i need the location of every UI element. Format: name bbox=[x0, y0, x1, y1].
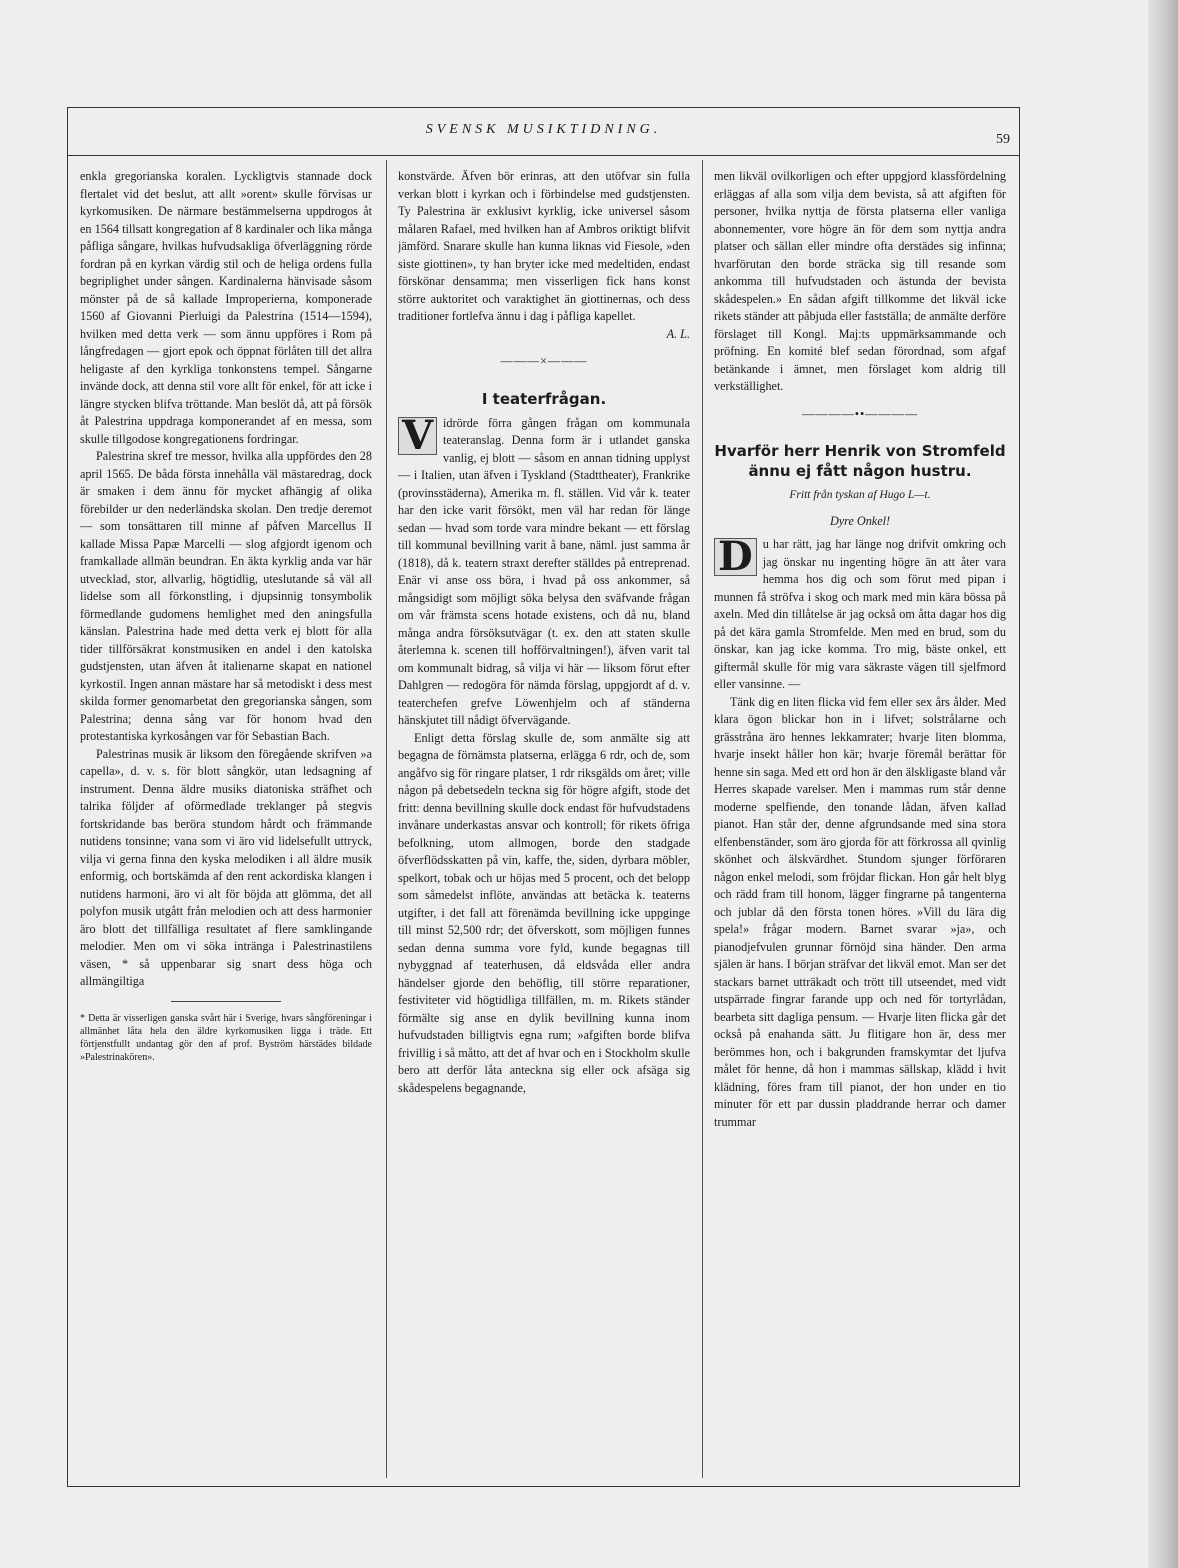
column-divider-1 bbox=[386, 160, 387, 1478]
footnote: * Detta är visserligen ganska svårt här i Sverige, hvars sångföreningar i allmänhet låta hela den äldre kyrkomusiken ligga i träde. Ett förtjenstfullt undantag gör den af prof. Byström härstädes bildade »Palestrinakören». bbox=[80, 1012, 372, 1063]
page-edge bbox=[1148, 0, 1178, 1568]
column-2 bbox=[398, 168, 690, 1478]
page-number: 59 bbox=[996, 132, 1010, 147]
journal-title: SVENSK MUSIKTIDNING. bbox=[425, 122, 662, 137]
col3-paragraph-3: Tänk dig en liten flicka vid fem eller sex års ålder. Med klara ögon blickar hon in i lifvet; solstrålarne och grässtråna äro hennes lekkamrater; hvarje liten blomma, hvarje insekt håller hon kär; hvarje föremål berättar för henne sin saga. Med ett ord hon är den älskligaste bland vår Herres skapade varelser. Men i mammas rum står denne moderne spelfiende, den tonande lådan, äfven kallad pianot. Han står der, denne afgrundsande med sina stora elfenbenständer, som äro gjorda för att förkrossa all qvinlig skönhet och älskvärdhet. Stundom sjunger förföraren någon enkel melodi, som fröjdar flickan. Hon går helt blyg och rädd fram till honom, lägger fingrarne på tangenterna och jublar då den första tonen höres. »Vill du lära dig spela!» frågar modern. Barnet svarar »ja», och pianodjefvulen grunnar förnöjd sina händer. Den arma själen är hans. I början sträfvar det likväl emot. Man ser det stackars barnet utträkadt och trött till utseendet, med vidt utspärrade fingrar farande upp och ned för tortyrlådan, bearbeta sitt dagliga pensum. — Hvarje liten flicka går det också på enahanda sätt. Ju flitigare hon är, dess mer berömmes hon, och i bakgrunden framskymtar det ljufva målet för henne, då hon i mammas sällskap, klädd i hvit klädning, föres fram till pianot, der hon under en tio minuter för ett par dussin pladdrande herrar och damer trummar bbox=[714, 694, 1006, 1129]
col1-paragraph-1: enkla gregorianska koralen. Lyckligtvis stannade dock flertalet vid det beslut, att allt »orent» skulle förvisas ur kyrkomusiken. De närmare bestämmelserna uppdrogos åt en 1564 tillsatt kongregation af 8 kardinaler och lika många påfliga sångare, hvilkas hufvudsakliga öfverläggning rörde fordran på en kyrkan värdig stil och de heliga ordens fulla begriplighet under sången. Kardinalerna hänvisade såsom mönster på de så kallade Improperierna, komponerade 1560 af Giovanni Pierluigi da Palestrina (1514—1594), hvilken med detta verk — som ännu uppföres i Rom på långfredagen — gjort epok och öppnat förlåten till det allra heligaste af den kyrkliga tonkonstens tempel. Sångarne invände dock, att denna stil vore allt för enkel, för att icke i längre stycken blifva tröttande. Man beslöt då, att på försök åt Palestrina uppdraga komponerandet af en messa, som skulle tillgodose kongregationens fordringar. bbox=[80, 169, 372, 446]
footnote-rule bbox=[171, 1001, 281, 1002]
col3-paragraph-1: men likväl ovilkorligen och efter uppgjord klassfördelning erläggas af alla som vilja dem bevista, så att afgiften för personer, hvilka nyttja de första platserna eller vanliga abonnementer, vore högre än för dem som nyttja andra platser och sällan eller mindre ofta derstädes sig infinna; hvarförutan den borde sträcka sig till resande som ankomma till hufvudstaden och ästunda der bevista skådespelen.» En sådan afgift tillkomme det likväl icke rikets ständer att påbjuda eller fastställa; de anmälte derföre förslaget till Kongl. Maj:ts uppmärksammande och pröfning. En komité blef sedan förordnad, som afgaf betänkande i ämnet, men förslaget kom aldrig till verkställighet. bbox=[714, 169, 1006, 393]
col2-paragraph-3: Enligt detta förslag skulle de, som anmälte sig att begagna de förnämsta platserna, erlägga 6 rdr, och de, som angåfvo sig för ringare platser, 1 rdr riksgälds om året; ville någon på debetsedeln teckna sig för högre afgift, stode det fritt: denna bevillning skulle dock endast för hufvudstadens invånare underkastas ansvar och kontroll; för rikets öfriga befolkning, utom allmogen, borde den stadgade öfverflödsskatten på vin, kaffe, the, siden, dyrbara möbler, spelkort, tobak och ur höjas med 5 procent, och det belopp som såmedelst inflöte, användas att betäcka k. teaterns utgifter, i det fall att förenämda bevillning icke uppginge till minst 52,500 rdr; det öfverskott, som möjligen funnes sedan denna summa vore fyld, kunde begagnas till nybyggnad af teaterhusen, då eldsvåda eller andra händelser gjorde den behöflig, till större reparationer, festiviteter vid högtidliga tillfällen, m. m. Rikets ständer förmälte sig anse en dylik bevillning kunna inom hufvudstaden billigtvis egna rum; »afgiften borde blifva frivillig i så måtto, att det af hvar och en i Stockholm skulle bero att derför låta anteckna sig eller ock afsäga sig skådespelens begagnande, bbox=[398, 730, 690, 1095]
col2-paragraph-1: konstvärde. Äfven bör erinras, att den utöfvar sin fulla verkan blott i kyrkan och i förbindelse med gudstjensten. Ty Palestrina är exklusivt kyrklig, icke universel såsom målaren Rafael, med hvilken han af Ambros oriktigt blifvit jämförd. Snarare skulle han kunna liknas vid Fiesole, »den siste giottinen», ty han bryter icke med medeltiden, endast förskönar densamma; men visserligen fick hans konst större auktoritet och varaktighet än giottinernas, och dess traditioner fortlefva ännu i dag i påfliga kapellet. bbox=[398, 169, 690, 323]
section-separator: ————••———— bbox=[801, 406, 919, 421]
section-title-teaterfragan: I teaterfrågan. bbox=[481, 389, 607, 408]
col2-paragraph-2 bbox=[398, 411, 690, 730]
translator-credit: Fritt från tyskan af Hugo L—t. bbox=[789, 489, 931, 501]
col1-paragraph-2: Palestrina skref tre messor, hvilka alla uppfördes den 28 april 1565. De båda första innehålla väl mästaredrag, dock är smaken i dem ännu för mycket afhängig af olika förebilder ur den nederländska skolan. Den tredje deremot — som tonsättaren till minne af påfven Marcellus II kallade Missa Papæ Marcelli — slog afgjordt igenom och framkallade allmän beundran. En äkta kyrklig anda var här utvecklad, stor, allvarlig, högtidlig, uteslutande så väl all lidelse som all förkonstling, i djupsinnig tonsymbolik förmedlande gudomens hemlighet med den aningsfulla känslan. Palestrina hade med detta verk ej blott för alla tider tillförsäkrat konstmusiken en andel i den katolska gudstjensten, utan äfven åt italienarne skapat en nationel kyrkostil. Ingen annan mästare har så metodiskt i dess mest skilda former genomarbetat den gregorianska sången, som Palestrina; denna sång var för honom hvad den protestantiska kyrkosången var för Sebastian Bach. bbox=[80, 449, 372, 743]
column-divider-2 bbox=[702, 160, 703, 1478]
column-3 bbox=[714, 168, 1006, 1478]
letter-salutation: Dyre Onkel! bbox=[829, 513, 891, 528]
article-signature: A. L. bbox=[666, 326, 690, 341]
section-title-stromfeld: Hvarför herr Henrik von Stromfeld ännu ej fått någon hustru. bbox=[714, 442, 1006, 480]
page-header bbox=[67, 122, 1020, 152]
dropcap-initial: V bbox=[398, 417, 437, 455]
col2-paragraph-2-text: idrörde förra gången frågan om kommunala teateranslag. Denna form är i utlandet ganska vanlig, ej blott — såsom en annan tidning upplyst — i Italien, utan äfven i Tyskland (Stadttheater), Frankrike (provinsstäderna), Amerika m. fl. ställen. Vid vår k. teater har den icke varit försökt, men väl har redan för länge sedan — hvad som torde vara mindre bekant — ett förslag till kommunal bevillning varit å bane, näml. just samma år (1818), då k. teatern straxt derefter ställdes på entreprenad. Enär vi anse oss böra, i hvad på oss ankommer, så mångsidigt som möjligt söka belysa den sväfvande frågan om vår främsta scens hotade existens, och då nu, bland många andra försöksutvägar (t. ex. den att staten skulle återlemna k. scenen till hofförvaltningen!), äfven varit tal om kommunalt bidrag, så vilja vi här — liksom förut efter Dahlgren — redogöra för nämda förslag, uppgjordt af d. v. teaterchefen grefve Löwenhjelm och af ständerna hänskjutet till nådigt öfvervägande. bbox=[398, 415, 690, 727]
dropcap-initial: D bbox=[714, 538, 757, 576]
col1-paragraph-3: Palestrinas musik är liksom den föregående skrifven »a capella», d. v. s. för blott sångkör, utan ledsagning af instrument. Denna äldre musiks diatoniska sträfhet och talrika följder af oförmedlade treklanger på stegvis fortskridande bas beröra stundom hårdt och främmande nutidens tonsinne; vana som vi äro vid lidelsefullt uttryck, vilja vi gerna finna den kyska melodiken i all äldre musik enformig, och bortskämda af den rent ackordiska klangen i nutidens harmoni, äro vi alt för böjda att glömma, det all polyfon musik utgått från melodien och att dess harmonier äro blott det tillfälliga resultatet af flere samklingande melodier. Men om vi söka intränga i Palestrinastilens väsen, * så uppenbarar sig snart dess höga och allmängiltiga bbox=[80, 746, 372, 988]
section-separator: ———×——— bbox=[500, 354, 588, 368]
col3-paragraph-2-text: u har rätt, jag har länge nog drifvit omkring och jag önskar nu ingenting högre än att åter vara hemma hos dig och som förut med pipan i munnen få ströfva i skog och mark med min kära bössa på axeln. Med din tillåtelse är jag också om åtta dagar hos dig på det kära gamla Stromfelde. Men med en brud, som du önskar, kan jag icke komma. Tro mig, bäste onkel, ett giftermål skulle för mig vara säkraste vägen till sjelfmord eller vansinne. — bbox=[714, 537, 1006, 691]
header-rule bbox=[67, 155, 1020, 156]
col3-paragraph-2 bbox=[714, 533, 1006, 694]
column-1 bbox=[80, 168, 372, 1478]
